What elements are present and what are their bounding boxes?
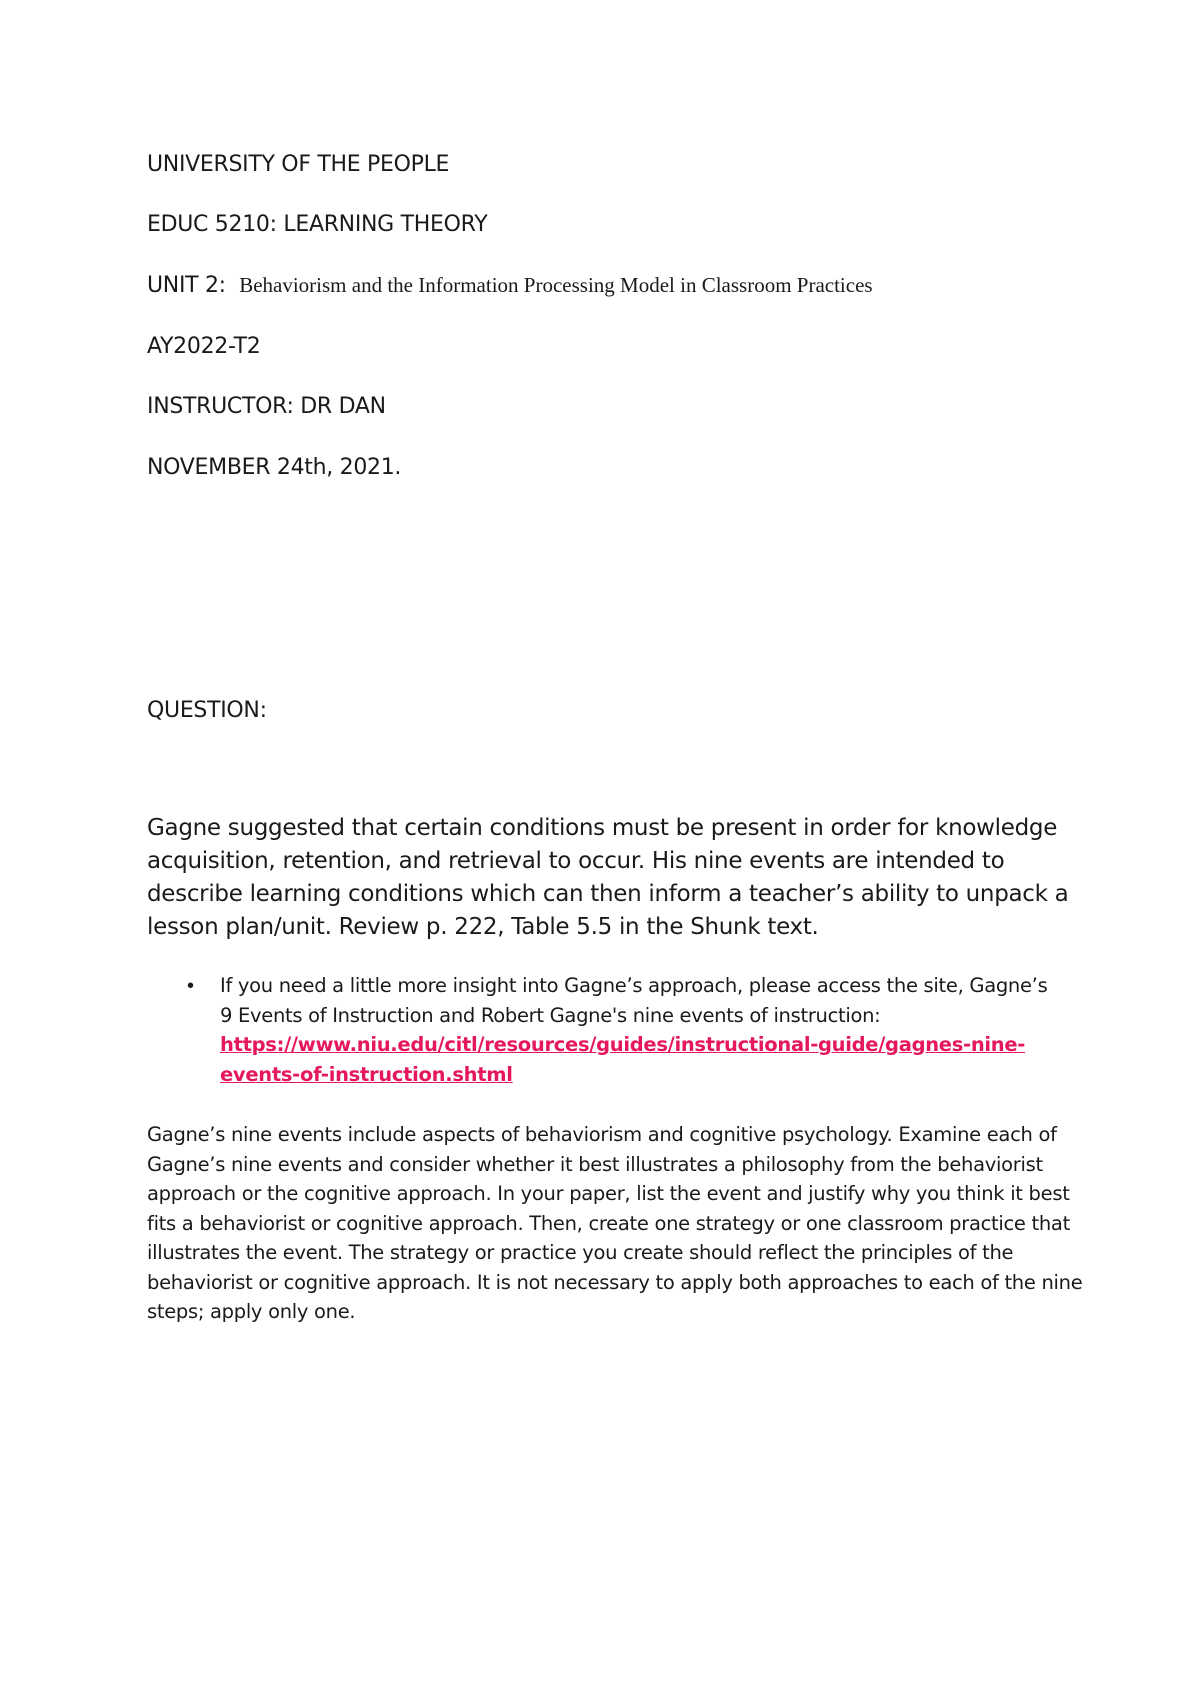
- unit-line: [147, 273, 873, 298]
- resource-link[interactable]: https://www.niu.edu/citl/resources/guides/instructional-guide/gagnes-nine-events-of-instruction.shtml: [220, 1033, 1026, 1086]
- university-name: UNIVERSITY OF THE PEOPLE: [147, 152, 450, 177]
- course-title: EDUC 5210: LEARNING THEORY: [147, 212, 488, 237]
- question-text: Gagne suggested that certain conditions must be present in order for knowledge acquisition, retention, and retrieval to occur. His nine events are intended to describe learning conditions which can then inform a teacher’s ability to unpack a lesson plan/unit. Review p. 222, Table 5.5 in the Shunk text.: [147, 815, 1069, 940]
- bullet-body: If you need a little more insight into Gagne’s approach, please access the site, Gagne’s 9 Events of Instruction and Robert Gagne's nine events of instruction:: [220, 974, 1048, 1027]
- date: NOVEMBER 24th, 2021.: [147, 455, 402, 480]
- assignment-instructions: Gagne’s nine events include aspects of behaviorism and cognitive psychology. Examine each of Gagne’s nine events and consider whether it best illustrates a philosophy from the behaviorist approach or the cognitive approach. In your paper, list the event and justify why you think it best fits a behaviorist or cognitive approach. Then, create one strategy or one classroom practice that illustrates the event. The strategy or practice you create should reflect the principles of the behaviorist or cognitive approach. It is not necessary to apply both approaches to each of the nine steps; apply only one.: [147, 1123, 1083, 1323]
- instructor: INSTRUCTOR: DR DAN: [147, 394, 386, 419]
- term: AY2022-T2: [147, 334, 261, 359]
- unit-title: Behaviorism and the Information Processing Model in Classroom Practices: [239, 273, 873, 297]
- unit-prefix: UNIT 2:: [147, 273, 240, 298]
- bullet-icon: •: [187, 975, 195, 997]
- question-label: QUESTION:: [147, 698, 267, 723]
- bullet-text: [220, 971, 1060, 1089]
